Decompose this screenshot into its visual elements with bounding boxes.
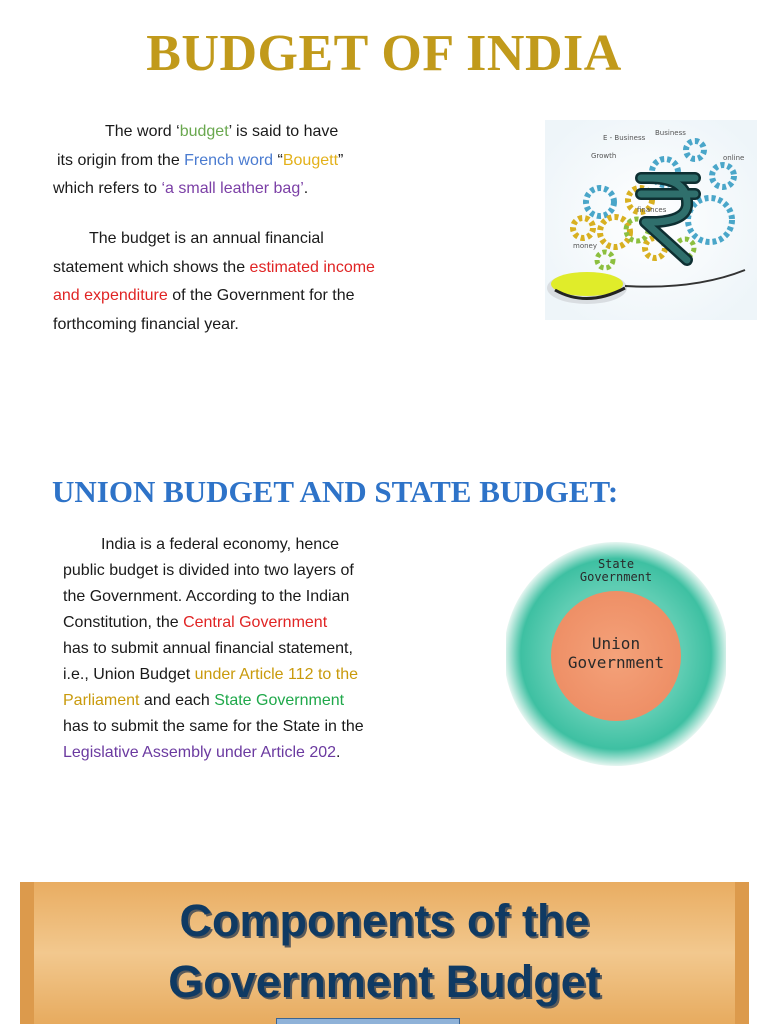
federal-line-6 xyxy=(63,662,364,688)
illustration-label-finances: finances xyxy=(637,206,667,214)
text: of the Government for the xyxy=(167,287,355,304)
expenditure-term: and expenditure xyxy=(53,287,168,304)
illustration-label-online: online xyxy=(723,154,745,162)
text: its origin from the xyxy=(57,151,185,169)
text: Government xyxy=(579,570,653,584)
french-word-term: French word xyxy=(184,151,274,169)
estimated-income-term: estimated income xyxy=(249,258,375,276)
banner-title xyxy=(20,890,749,1012)
banner-line-1: Components of the xyxy=(179,895,590,946)
illustration-label-growth: Growth xyxy=(591,152,617,160)
parliament-term: Parliament xyxy=(63,692,140,709)
text: Constitution, the xyxy=(63,614,184,631)
definition-line-3 xyxy=(53,282,375,311)
text: i.e., Union Budget xyxy=(63,666,195,683)
union-government-label xyxy=(506,634,726,672)
illustration-label-ebusiness: E - Business xyxy=(603,134,646,142)
page-title: BUDGET OF INDIA xyxy=(146,25,622,82)
federal-paragraph xyxy=(63,532,364,766)
state-government-label xyxy=(506,558,726,584)
intro-line-2 xyxy=(53,147,343,176)
section-heading: UNION BUDGET AND STATE BUDGET: xyxy=(52,474,619,509)
intro-line-3 xyxy=(53,175,343,204)
federal-line-2: public budget is divided into two layers of xyxy=(63,562,354,579)
intro-paragraph xyxy=(53,118,343,204)
text: “ xyxy=(273,151,283,169)
banner-box xyxy=(276,1018,460,1024)
text: . xyxy=(336,744,341,761)
federal-line-1: India is a federal economy, hence xyxy=(101,536,340,553)
text: statement which shows the xyxy=(53,258,250,276)
budget-term: budget xyxy=(179,123,229,140)
central-government-term: Central Government xyxy=(183,614,328,631)
definition-line-1: The budget is an annual financial xyxy=(89,230,324,247)
definition-line-4: forthcoming financial year. xyxy=(53,315,239,333)
banner-line-2: Government Budget xyxy=(168,956,601,1007)
text: which refers to xyxy=(53,180,162,197)
components-banner xyxy=(20,882,749,1024)
text: State xyxy=(597,557,635,571)
text: Union xyxy=(591,634,641,653)
state-government-term: State Government xyxy=(214,692,345,709)
federal-line-5: has to submit annual financial statement, xyxy=(63,640,353,657)
federal-line-7 xyxy=(63,688,364,714)
definition-paragraph xyxy=(53,225,375,339)
federal-line-3: the Government. According to the Indian xyxy=(63,588,350,605)
legislative-assembly-term: Legislative Assembly under Article 202 xyxy=(63,744,337,761)
intro-line-1 xyxy=(53,118,343,147)
text: . xyxy=(303,180,309,197)
illustration-label-money: money xyxy=(573,242,597,250)
illustration-label-business: Business xyxy=(655,129,686,137)
federal-line-8: has to submit the same for the State in the xyxy=(63,718,364,735)
rupee-gears-illustration xyxy=(545,120,757,320)
bougett-term: Bougett xyxy=(282,151,339,169)
text: ’ is said to have xyxy=(228,123,339,140)
text: and each xyxy=(139,692,215,709)
text: The word ‘ xyxy=(105,123,180,140)
definition-line-2 xyxy=(53,254,375,283)
government-layers-diagram xyxy=(506,538,726,768)
federal-line-9 xyxy=(63,740,364,766)
article-112-term: under Article 112 to the xyxy=(194,666,359,683)
federal-line-4 xyxy=(63,610,364,636)
text: ” xyxy=(338,151,344,169)
leather-bag-term: ‘a small leather bag’ xyxy=(161,180,304,197)
text: Government xyxy=(567,653,665,672)
